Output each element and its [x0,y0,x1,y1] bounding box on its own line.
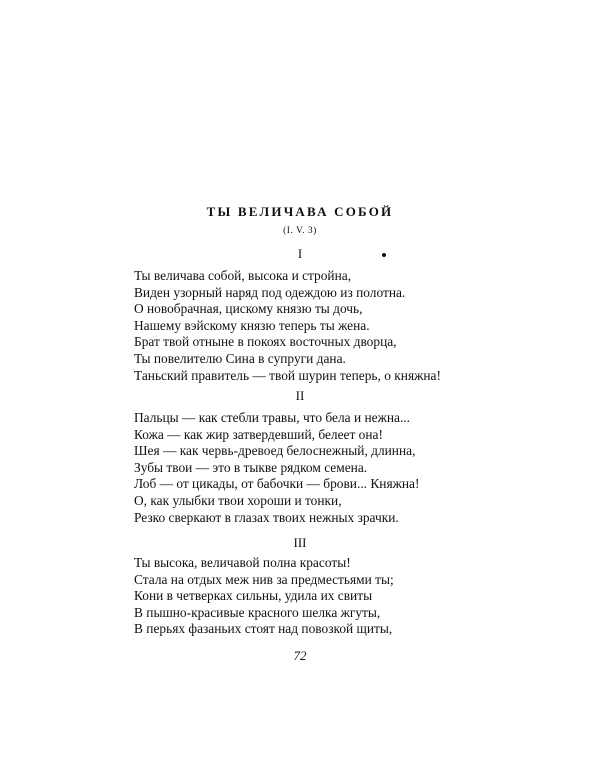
verse-line: Стала на отдых меж нив за предместьями ты; [134,571,394,587]
section-numeral-1: I [297,246,303,261]
verse-line: Нашему вэйскому князю теперь ты жена. [134,317,370,333]
verse-line: Таньский правитель — твой шурин теперь, о княжна! [134,367,441,383]
verse-line: Шея — как червь-древоед белоснежный, длинна, [134,443,416,459]
verse-line: Ты величава собой, высока и стройна, [134,268,352,283]
verse-line: В пышно-красивые красного шелка жгуты, [134,604,381,620]
verse-line: О новобрачная, цискому князю ты дочь, [134,301,363,317]
verse-line: Пальцы — как стебли травы, что бела и нежна... [134,410,410,425]
stanza-1 [134,268,554,384]
verse-line: Виден узорный наряд под одеждою из полотна. [134,284,406,300]
verse-line: Кони в четверках сильны, удила их свиты [134,588,373,604]
verse-line: О, как улыбки твои хороши и тонки, [134,492,342,508]
section-numeral-2: II [295,388,305,403]
verse-line: Кожа — как жир затвердевший, белеет она! [134,426,383,442]
verse-line: В перьях фазаньих стоят над повозкой щиты, [134,621,393,637]
stanza-3 [134,555,554,638]
section-numeral-3: III [293,535,307,550]
verse-line: Лоб — от цикады, от бабочки — брови... Княжна! [134,476,420,492]
poem-title: ТЫ ВЕЛИЧАВА СОБОЙ [206,204,394,219]
poem-source-reference: (I. V. 3) [283,226,317,236]
verse-line: Брат твой отныне в покоях восточных дворца, [134,334,397,350]
verse-line: Зубы твои — это в тыкве рядком семена. [134,459,368,475]
page-number: 72 [293,648,307,663]
stanza-2 [134,410,554,526]
verse-line: Резко сверкают в глазах твоих нежных зрачки. [134,509,399,525]
verse-line: Ты повелителю Сина в супруги дана. [134,350,346,366]
verse-line: Ты высока, величавой полна красоты! [134,555,351,570]
